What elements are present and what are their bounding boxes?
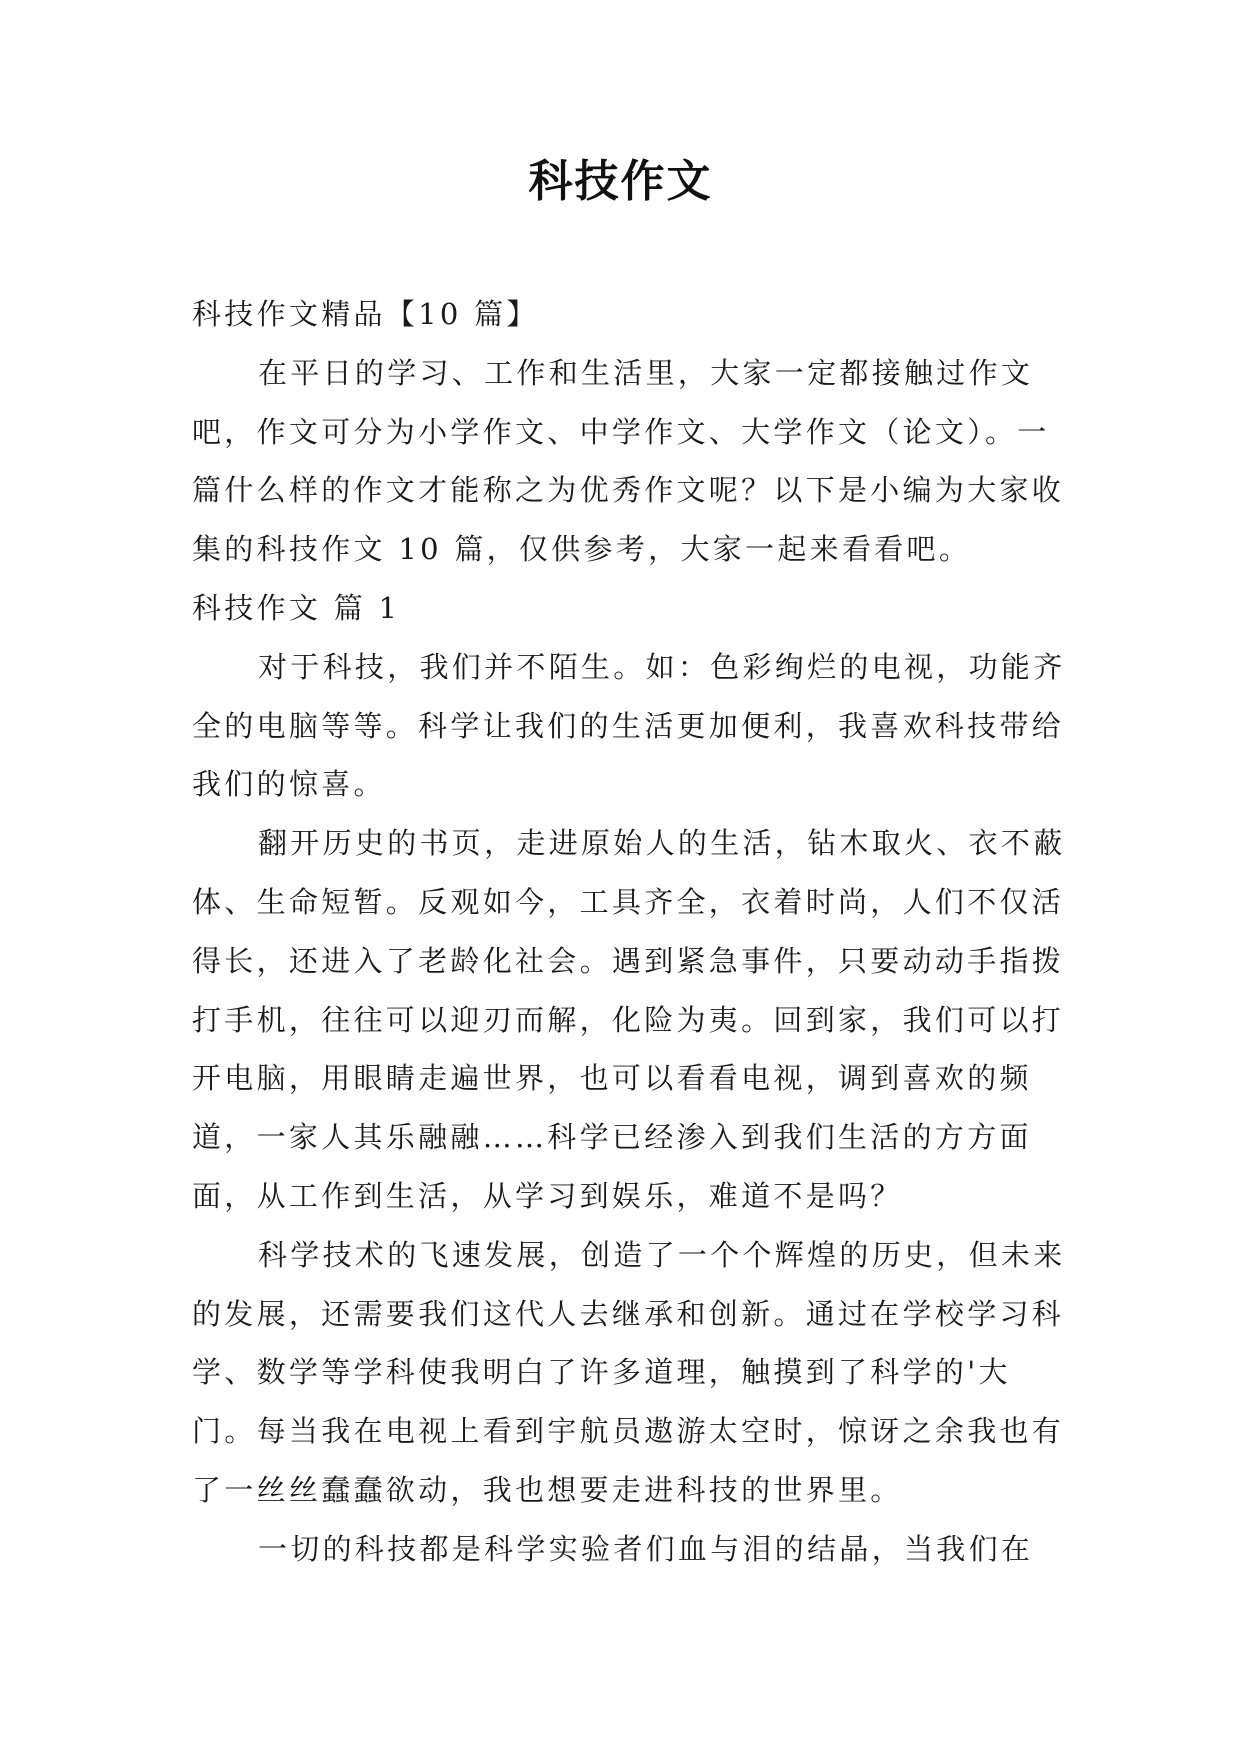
intro-paragraph: 在平日的学习、工作和生活里，大家一定都接触过作文吧，作文可分为小学作文、中学作文、大学作文（论文）。一篇什么样的作文才能称之为优秀作文呢？以下是小编为大家收集的科技作文 10 篇，仅供参考，大家一起来看看吧。 [192,355,1065,567]
body-paragraph: 一切的科技都是科学实验者们血与泪的结晶，当我们在 [258,1531,1034,1566]
body-paragraph: 对于科技，我们并不陌生。如：色彩绚烂的电视，功能齐全的电脑等等。科学让我们的生活更加便利，我喜欢科技带给我们的惊喜。 [192,649,1066,802]
document-body [192,285,1072,1579]
subtitle-heading: 科技作文精品【10 篇】 [192,297,539,331]
body-paragraph: 科学技术的飞速发展，创造了一个个辉煌的历史，但未来的发展，还需要我们这代人去继承和创新。通过在学校学习科学、数学等学科使我明白了许多道理，触摸到了科学的'大门。每当我在电视上看到宇航员遨游太空时，惊讶之余我也有了一丝丝蠢蠢欲动，我也想要走进科技的世界里。 [192,1237,1066,1507]
body-paragraph: 翻开历史的书页，走进原始人的生活，钻木取火、衣不蔽体、生命短暂。反观如今，工具齐全，衣着时尚，人们不仅活得长，还进入了老龄化社会。遇到紧急事件，只要动动手指拨打手机，往往可以迎刃而解，化险为夷。回到家，我们可以打开电脑，用眼睛走遍世界，也可以看看电视，调到喜欢的频道，一家人其乐融融……科学已经渗入到我们生活的方方面面，从工作到生活，从学习到娱乐，难道不是吗？ [192,826,1066,1213]
document-title: 科技作文 [528,156,713,207]
section-heading: 科技作文 篇 1 [192,590,401,625]
